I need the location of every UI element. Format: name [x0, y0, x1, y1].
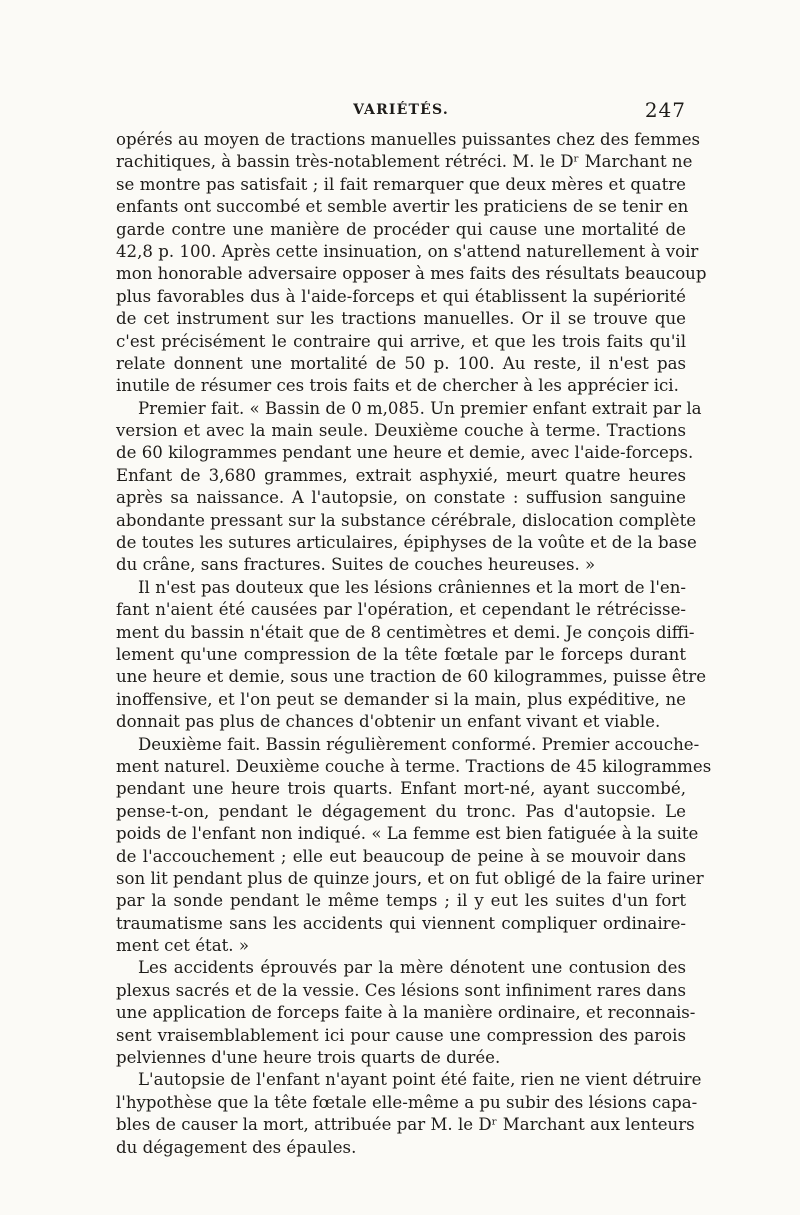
text-line: relate donnent une mortalité de 50 p. 100. Au reste, il n'est pas — [116, 353, 686, 373]
text-line: Les accidents éprouvés par la mère dénotent une contusion des — [138, 958, 686, 978]
text-line: plexus sacrés et de la vessie. Ces lésions sont infiniment rares dans — [116, 980, 686, 1000]
paragraph-1 — [116, 129, 707, 398]
text-line: traumatisme sans les accidents qui viennent compliquer ordinaire- — [116, 913, 686, 933]
text-line: pendant une heure trois quarts. Enfant mort-né, ayant succombé, — [116, 779, 686, 799]
text-line: une application de forceps faite à la manière ordinaire, et reconnais- — [116, 1003, 696, 1023]
text-line: mon honorable adversaire opposer à mes faits des résultats beaucoup — [116, 264, 707, 284]
text-line: l'hypothèse que la tête fœtale elle-même a pu subir des lésions capa- — [116, 1092, 698, 1112]
text-line: lement qu'une compression de la tête fœtale par le forceps durant — [116, 644, 686, 664]
text-line: Deuxième fait. Bassin régulièrement conformé. Premier accouche- — [138, 734, 700, 754]
paragraph-3 — [116, 577, 707, 734]
text-line: 42,8 p. 100. Après cette insinuation, on s'attend naturellement à voir — [116, 241, 699, 261]
text-line: garde contre une manière de procéder qui cause une mortalité de — [116, 219, 686, 239]
text-line: pelviennes d'une heure trois quarts de durée. — [116, 1048, 501, 1068]
text-line: rachitiques, à bassin très-notablement rétréci. M. le Dʳ Marchant ne — [116, 152, 693, 172]
text-line: pense-t-on, pendant le dégagement du tronc. Pas d'autopsie. Le — [116, 801, 686, 821]
text-line: par la sonde pendant le même temps ; il y eut les suites d'un fort — [116, 891, 686, 911]
body-text — [116, 129, 712, 1159]
text-line: Enfant de 3,680 grammes, extrait asphyxié, meurt quatre heures — [116, 465, 686, 485]
text-line: de l'accouchement ; elle eut beaucoup de peine à se mouvoir dans — [116, 846, 686, 866]
page-header — [116, 98, 686, 126]
text-line: opérés au moyen de tractions manuelles puissantes chez des femmes — [116, 130, 701, 149]
page-number: 247 — [644, 98, 686, 122]
paragraph-6 — [116, 1069, 702, 1159]
text-line: L'autopsie de l'enfant n'ayant point été faite, rien ne vient détruire — [138, 1070, 702, 1090]
text-line: abondante pressant sur la substance cérébrale, dislocation complète — [116, 510, 697, 530]
text-line: poids de l'enfant non indiqué. « La femme est bien fatiguée à la suite — [116, 824, 699, 844]
text-line: inutile de résumer ces trois faits et de chercher à les apprécier ici. — [116, 376, 679, 396]
text-line: sent vraisemblablement ici pour cause une compression des parois — [116, 1025, 686, 1045]
text-line: Il n'est pas douteux que les lésions crâniennes et la mort de l'en- — [138, 577, 686, 597]
text-line: donnait pas plus de chances d'obtenir un enfant vivant et viable. — [116, 712, 661, 732]
text-line: se montre pas satisfait ; il fait remarquer que deux mères et quatre — [116, 174, 686, 194]
text-line: ment cet état. » — [116, 936, 249, 956]
paragraph-2 — [116, 398, 702, 577]
text-line: enfants ont succombé et semble avertir les praticiens de se tenir en — [116, 197, 689, 217]
text-line: bles de causer la mort, attribuée par M. le Dʳ Marchant aux lenteurs — [116, 1115, 695, 1135]
text-line: ment naturel. Deuxième couche à terme. Tractions de 45 kilogrammes — [116, 756, 712, 776]
text-line: c'est précisément le contraire qui arrive, et que les trois faits qu'il — [116, 331, 686, 351]
text-line: de cet instrument sur les tractions manuelles. Or il se trouve que — [116, 309, 686, 329]
text-line: de 60 kilogrammes pendant une heure et demie, avec l'aide-forceps. — [116, 443, 694, 463]
text-line: du dégagement des épaules. — [116, 1137, 357, 1157]
paragraph-5 — [116, 957, 696, 1069]
text-line: ment du bassin n'était que de 8 centimètres et demi. Je conçois diffi- — [116, 622, 695, 642]
text-line: inoffensive, et l'on peut se demander si la main, plus expéditive, ne — [116, 689, 686, 709]
text-line: de toutes les sutures articulaires, épiphyses de la voûte et de la base — [116, 533, 697, 553]
text-line: version et avec la main seule. Deuxième couche à terme. Tractions — [116, 421, 686, 441]
text-line: Premier fait. « Bassin de 0 m,085. Un premier enfant extrait par la — [138, 398, 702, 418]
paragraph-4 — [116, 734, 712, 958]
text-line: après sa naissance. A l'autopsie, on constate : suffusion sanguine — [116, 488, 686, 508]
running-title: VARIÉTÉS. — [353, 102, 449, 118]
text-line: une heure et demie, sous une traction de 60 kilogrammes, puisse être — [116, 667, 707, 687]
text-line: plus favorables dus à l'aide-forceps et qui établissent la supériorité — [116, 286, 686, 306]
text-line: fant n'aient été causées par l'opération, et cependant le rétrécisse- — [116, 600, 686, 620]
text-line: du crâne, sans fractures. Suites de couches heureuses. » — [116, 555, 596, 575]
text-line: son lit pendant plus de quinze jours, et on fut obligé de la faire uriner — [116, 868, 704, 888]
